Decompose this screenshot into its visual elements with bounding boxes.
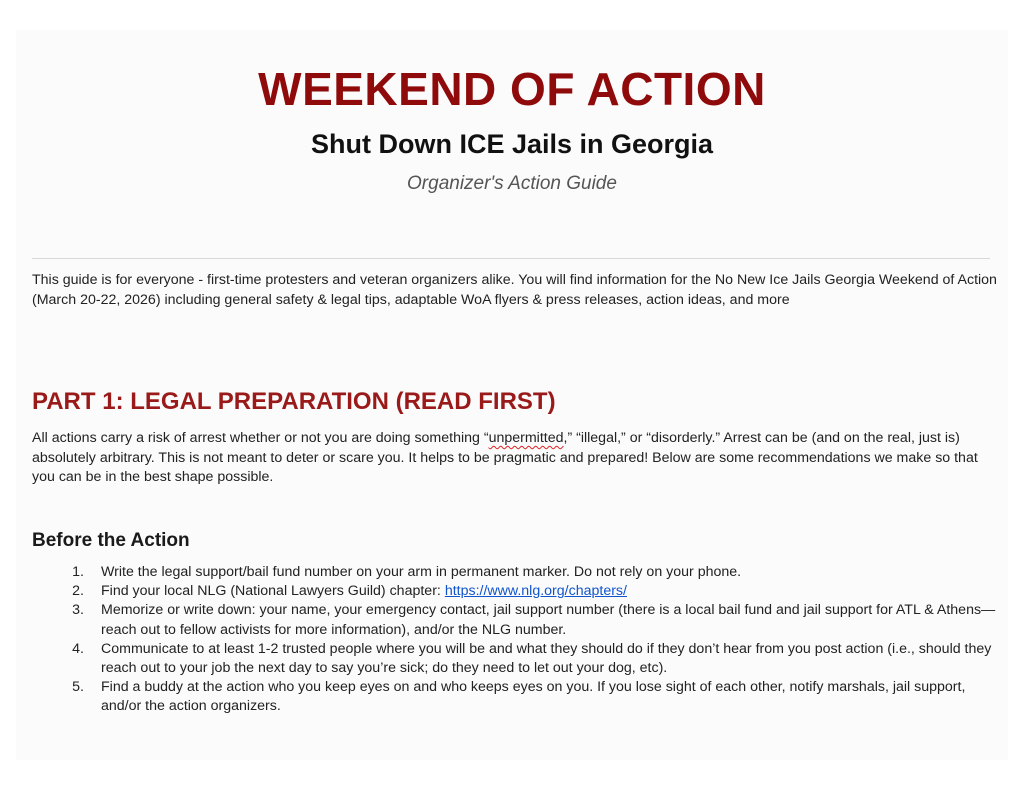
list-item-number: 3.: [72, 602, 84, 619]
list-item-text: Write the legal support/bail fund number on your arm in permanent marker. Do not rely on your phone.: [101, 564, 742, 580]
legal-paragraph: [32, 429, 997, 488]
part1-heading: PART 1: LEGAL PREPARATION (READ FIRST): [32, 388, 556, 415]
guide-label: Organizer's Action Guide: [407, 173, 617, 194]
list-item: [32, 678, 997, 716]
before-action-list: [32, 563, 997, 717]
list-item-number: 2.: [72, 583, 84, 600]
list-item-number: 4.: [72, 640, 84, 657]
intro-paragraph: This guide is for everyone - first-time protesters and veteran organizers alike. You will find information for the No New Ice Jails Georgia Weekend of Action (March 20-22, 2026) including general safety & legal tips, adaptable WoA flyers & press releases, action ideas, and more: [32, 272, 997, 308]
legal-paragraph-text-end: ,” “illegal,” or “disorderly.” Arrest can be (and on the real, just is) absolutely arbitrary. This is not meant to deter or scare you. It helps to be pragmatic and prepared! Below are some recommendations we make so that you can be in the best shape possible.: [32, 430, 978, 485]
document-title: WEEKEND OF ACTION: [258, 63, 766, 115]
list-item-body: [101, 582, 997, 601]
before-action-heading: Before the Action: [32, 530, 190, 551]
list-item-text: Find a buddy at the action who you keep eyes on and who keeps eyes on you. If you lose sight of each other, notify marshals, jail support, and/or the action organizers.: [101, 679, 966, 715]
spellcheck-flagged-word[interactable]: unpermitted: [488, 430, 564, 446]
list-item: [32, 582, 997, 601]
nlg-chapters-link[interactable]: https://www.nlg.org/chapters/: [444, 583, 627, 600]
list-item-text: Communicate to at least 1-2 trusted people where you will be and what they should do if they don’t hear from you post action (i.e., should they reach out to your job the next day to say you’re sick; do they need to let out your dog, etc).: [101, 640, 992, 677]
list-item: [32, 640, 997, 678]
list-item-number: 1.: [72, 564, 84, 580]
list-item-text: Memorize or write down: your name, your emergency contact, jail support number (there is a local bail fund and jail support for ATL & Athens—reach out to fellow activists for more information), and/or the NLG number.: [101, 602, 996, 638]
legal-paragraph-text-start: All actions carry a risk of arrest whether or not you are doing something “: [32, 430, 489, 446]
horizontal-divider: [32, 258, 990, 259]
document-subtitle: Shut Down ICE Jails in Georgia: [310, 129, 714, 159]
list-item: [32, 563, 997, 582]
list-item-number: 5.: [72, 679, 84, 696]
list-item-text: Find your local NLG (National Lawyers Guild) chapter:: [101, 583, 445, 600]
list-item: [32, 601, 997, 639]
